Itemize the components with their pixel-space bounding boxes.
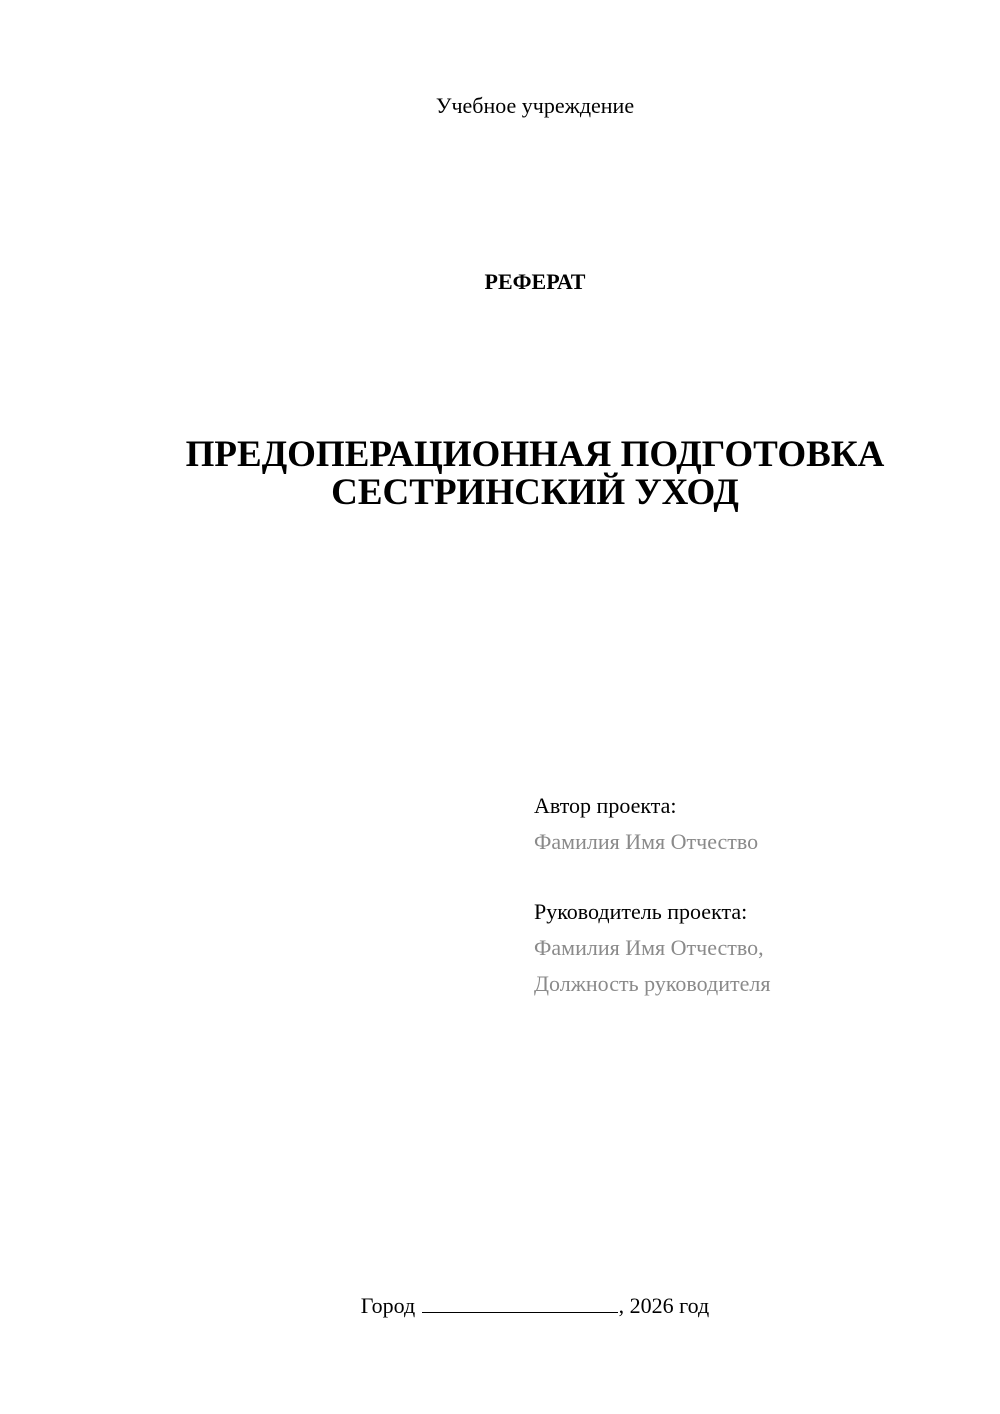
document-title: [70, 436, 1000, 512]
author-label: Автор проекта:: [534, 793, 677, 818]
title-line-1: ПРЕДОПЕРАЦИОННАЯ ПОДГОТОВКА: [185, 434, 885, 475]
institution-name: Учебное учреждение: [435, 93, 635, 118]
info-spacer: [534, 860, 974, 894]
city-year-line: [70, 1292, 1000, 1320]
title-line-2: СЕСТРИНСКИЙ УХОД: [331, 472, 739, 513]
city-blank-line: [422, 1292, 618, 1313]
city-label: Город: [360, 1293, 416, 1318]
project-info-block: [534, 788, 974, 1002]
supervisor-name: Фамилия Имя Отчество,: [534, 935, 764, 960]
author-name: Фамилия Имя Отчество: [534, 829, 759, 854]
document-type: РЕФЕРАТ: [484, 269, 586, 294]
supervisor-position: Должность руководителя: [534, 971, 771, 996]
year-text: , 2026 год: [618, 1293, 710, 1318]
supervisor-label: Руководитель проекта:: [534, 899, 748, 924]
